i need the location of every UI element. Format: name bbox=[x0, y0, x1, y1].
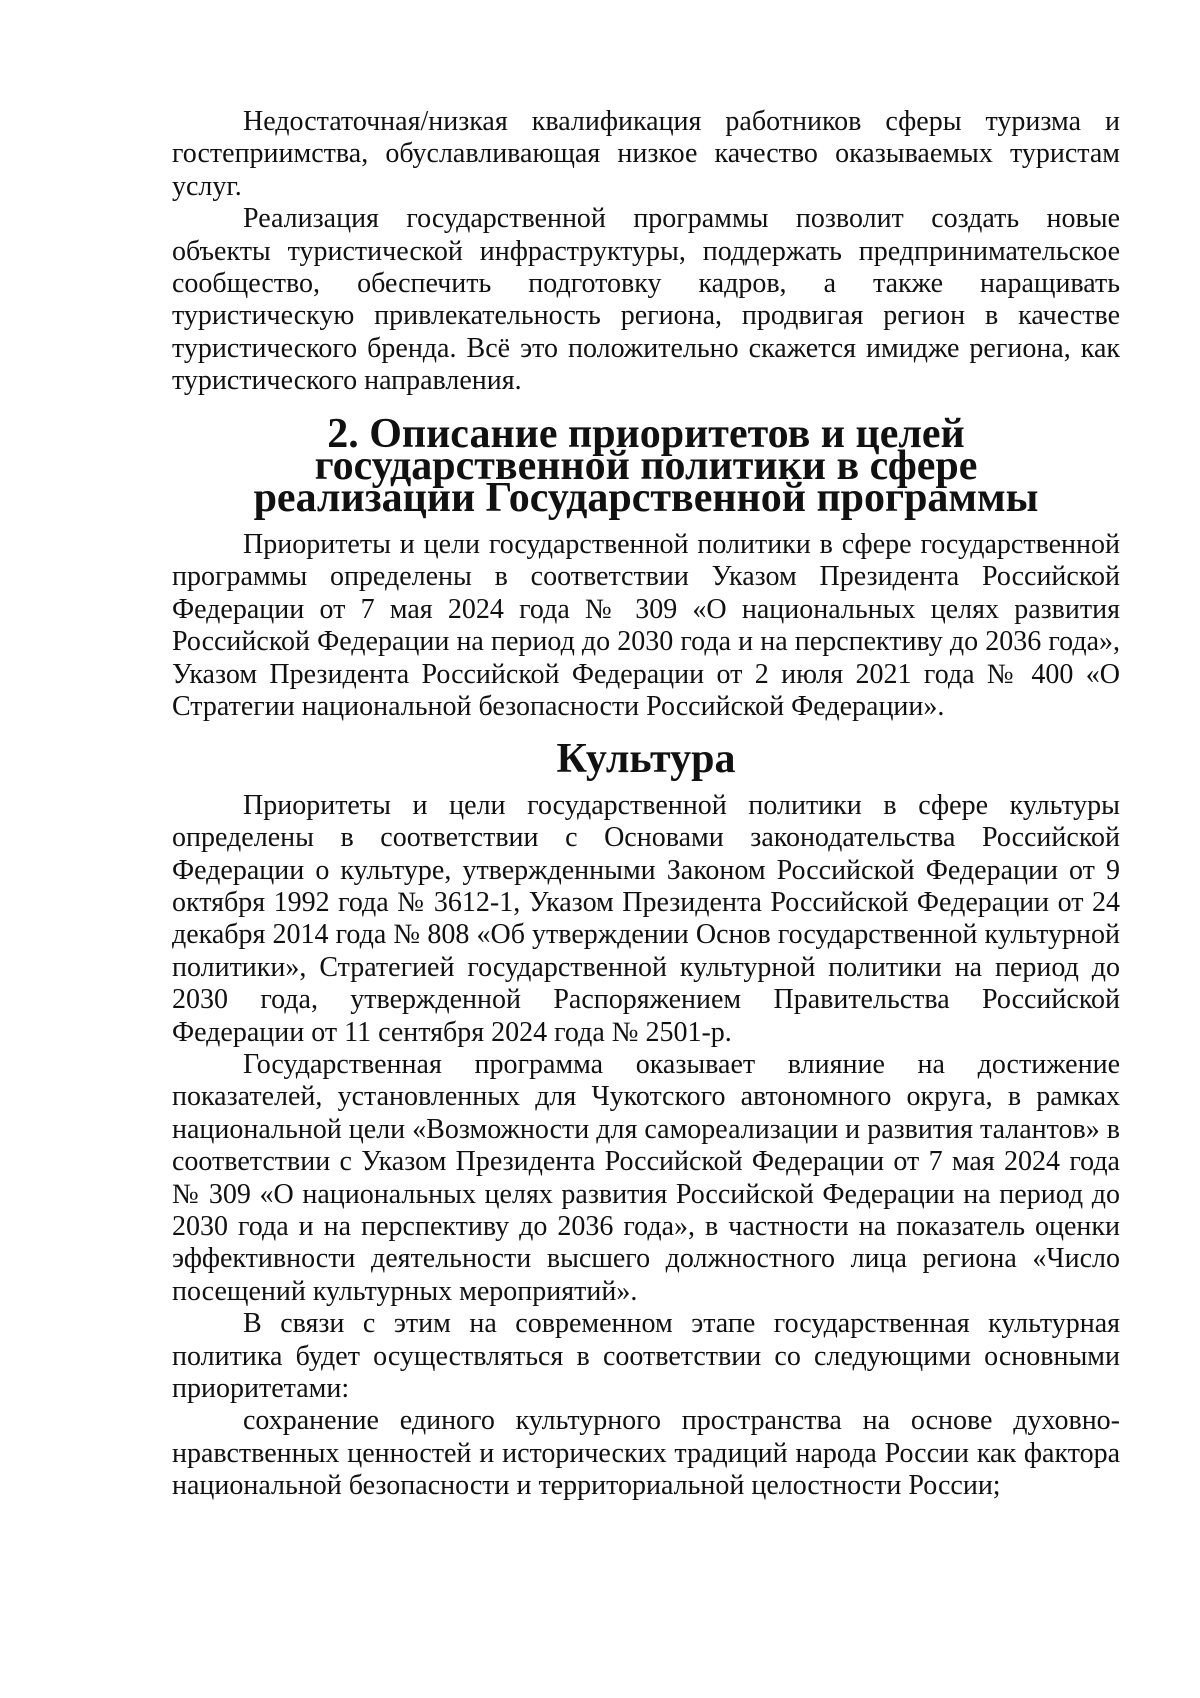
paragraph-culture-priorities: Приоритеты и цели государственной политики в сфере культуры определены в соответствии с Основами законодательства Российской Федерации о культуре, утвержденными Законом Российской Федерации от 9 октября 1992 года № 3612-1, Указом Президента Российской Федерации от 24 декабря 2014 года № 808 «Об утверждении Основ государственной культурной политики», Стратегией государственной культурной политики на период до 2030 года, утвержденной Распоряжением Правительства Российской Федерации от 11 сентября 2024 года № 2501-р. bbox=[172, 789, 1120, 1048]
section-2-heading bbox=[172, 410, 1120, 522]
section-2-heading-line-2: реализации Государственной программы bbox=[253, 475, 1039, 522]
document-page bbox=[172, 106, 1120, 1503]
paragraph-qualification: Недостаточная/низкая квалификация работников сферы туризма и гостеприимства, обуславливающая низкое качество оказываемых туристам услуг. bbox=[172, 106, 1120, 202]
culture-heading: Культура bbox=[556, 736, 736, 783]
paragraph-current-stage: В связи с этим на современном этапе государственная культурная политика будет осуществляться в соответствии со следующими основными приоритетами: bbox=[172, 1308, 1120, 1405]
section-2-heading-line-1: 2. Описание приоритетов и целей государственной политики в сфере bbox=[314, 410, 978, 490]
paragraph-priorities-goals: Приоритеты и цели государственной политики в сфере государственной программы определены в соответствии Указом Президента Российской Федерации от 7 мая 2024 года № 309 «О национальных целях развития Российской Федерации на период до 2030 года и на перспективу до 2036 года», Указом Президента Российской Федерации от 2 июля 2021 года № 400 «О Стратегии национальной безопасности Российской Федерации». bbox=[172, 528, 1120, 722]
paragraph-program-implementation: Реализация государственной программы позволит создать новые объекты туристической инфраструктуры, поддержать предпринимательское сообщество, обеспечить подготовку кадров, а также наращивать туристическую привлекательность региона, продвигая регион в качестве туристического бренда. Всё это положительно скажется имидже региона, как туристического направления. bbox=[172, 203, 1120, 397]
paragraph-program-influence: Государственная программа оказывает влияние на достижение показателей, установленных для Чукотского автономного округа, в рамках национальной цели «Возможности для самореализации и развития талантов» в соответствии с Указом Президента Российской Федерации от 7 мая 2024 года № 309 «О национальных целях развития Российской Федерации на период до 2030 года и на перспективу до 2036 года», в частности на показатель оценки эффективности деятельности высшего должностного лица региона «Число посещений культурных мероприятий». bbox=[172, 1048, 1120, 1307]
paragraph-preservation-priority: сохранение единого культурного пространства на основе духовно-нравственных ценностей и исторических традиций народа России как фактора национальной безопасности и территориальной целостности России; bbox=[172, 1405, 1120, 1502]
